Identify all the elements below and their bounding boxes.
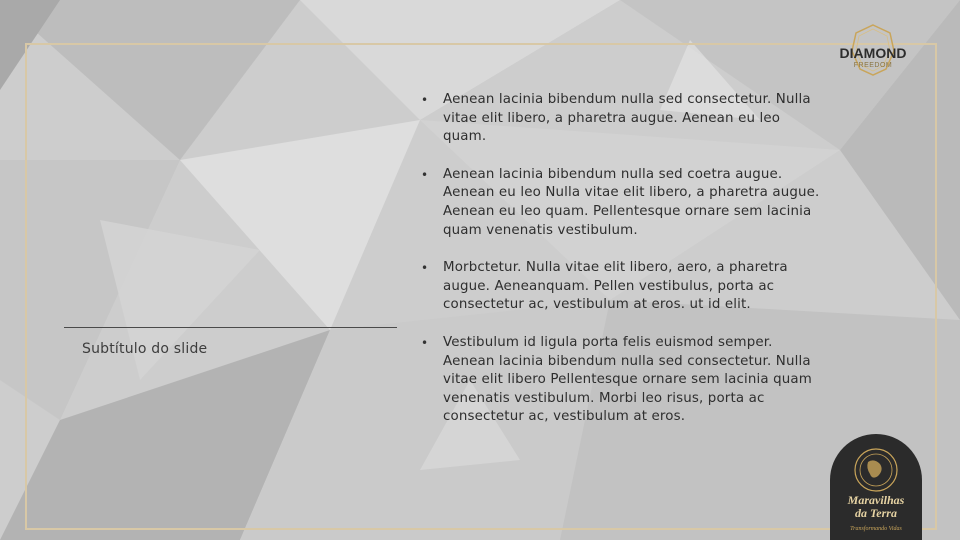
maravilhas-da-terra-badge (830, 434, 922, 540)
bullet-item (419, 166, 823, 240)
bullet-marker-icon: • (421, 261, 429, 276)
slide-subtitle: Subtítulo do slide (82, 341, 208, 357)
bullet-item (419, 334, 823, 427)
bullet-marker-icon: • (421, 335, 429, 350)
bullet-item (419, 259, 823, 315)
bullet-marker-icon: • (421, 167, 429, 182)
bullet-text: Aenean lacinia bibendum nulla sed coetra augue. Aenean eu leo Nulla vitae elit libero, a pharetra augue. Aenean eu leo quam. Pellentesque ornare sem lacinia quam venenatis vestibulum. (443, 166, 820, 238)
bullet-marker-icon: • (421, 93, 429, 107)
bullet-text: Aenean lacinia bibendum nulla sed consectetur. Nulla vitae elit libero, a pharetra augue. Aenean eu leo quam. (443, 92, 811, 145)
bullet-item (419, 91, 823, 147)
maravilhas-line-1: Maravilhas (847, 493, 905, 507)
bullet-text: Vestibulum id ligula porta felis euismod semper. Aenean lacinia bibendum nulla sed consectetur. Nulla vitae elit libero Pellentesque ornare sem lacinia quam venenatis vestibulum. Morbi leo risus, porta ac consectetur ac, vestibulum at eros. (443, 334, 812, 425)
diamond-logo-tagline: FREEDOM (853, 62, 893, 69)
bullet-text: Morbctetur. Nulla vitae elit libero, aero, a pharetra augue. Aeneanquam. Pellen vestibulus, porta ac consectetur ac, vestibulum at eros. ut id elit. (443, 260, 788, 313)
maravilhas-line-2: da Terra (855, 506, 897, 520)
maravilhas-script-tagline: Transformando Vidas (850, 526, 902, 532)
subtitle-divider (64, 327, 397, 328)
diamond-freedom-logo (832, 23, 914, 79)
diamond-logo-wordmark: DIAMOND (839, 45, 907, 61)
bullet-list (419, 91, 823, 427)
